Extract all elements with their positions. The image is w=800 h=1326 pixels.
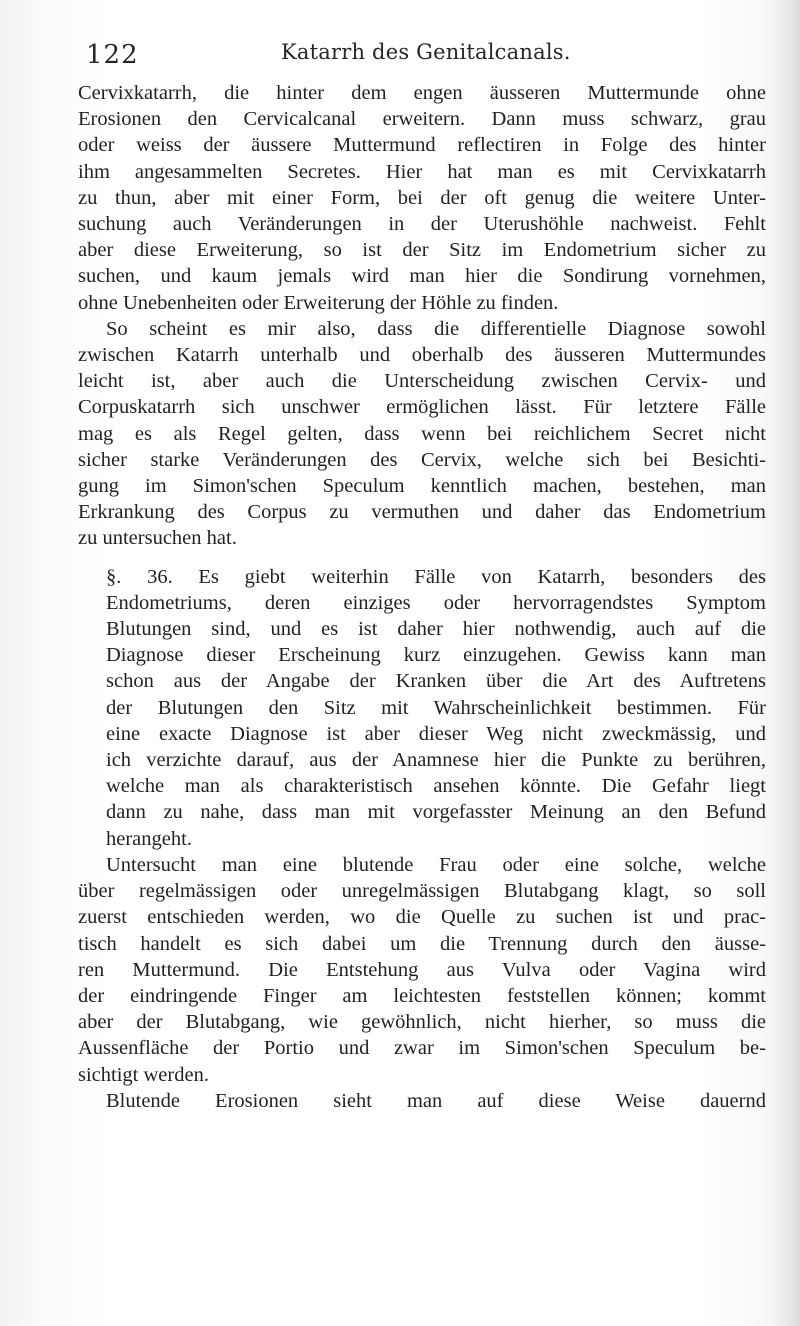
text-line: zuerst entschieden werden, wo die Quelle zu suchen ist und prac- [78, 906, 766, 929]
text-line: Cervixkatarrh, die hinter dem engen äusseren Muttermunde ohne [78, 82, 766, 104]
text-line: leicht ist, aber auch die Unterscheidung zwischen Cervix- und [78, 370, 766, 393]
text-line: zu thun, aber mit einer Form, bei der oft genug die weitere Unter- [78, 186, 766, 209]
text-line: zwischen Katarrh unterhalb und oberhalb des äusseren Muttermundes [78, 344, 766, 367]
text-line: tisch handelt es sich dabei um die Trennung durch den äusse- [78, 932, 766, 955]
text-line: Endometriums, deren einziges oder hervorragendstes Symptom [106, 591, 766, 614]
text-line: ren Muttermund. Die Entstehung aus Vulva oder Vagina wird [78, 958, 766, 981]
text-line: zu untersuchen hat. [78, 527, 237, 550]
page-number: 122 [86, 40, 139, 70]
text-line: über regelmässigen oder unregelmässigen Blutabgang klagt, so soll [78, 880, 766, 903]
text-line: Blutungen sind, und es ist daher hier nothwendig, auch auf die [106, 618, 766, 641]
text-line: Aussenfläche der Portio und zwar im Simon'schen Speculum be- [78, 1037, 766, 1060]
text-line: suchung auch Veränderungen in der Uterushöhle nachweist. Fehlt [78, 213, 766, 236]
text-line: So scheint es mir also, dass die differentielle Diagnose sowohl [106, 317, 766, 340]
text-line: welche man als charakteristisch ansehen könnte. Die Gefahr liegt [106, 775, 766, 798]
text-line: §. 36. Es giebt weiterhin Fälle von Katarrh, besonders des [106, 565, 766, 588]
text-line: Erkrankung des Corpus zu vermuthen und daher das Endometrium [78, 501, 766, 524]
text-line: suchen, und kaum jemals wird man hier die Sondirung vornehmen, [78, 265, 766, 288]
text-line: gung im Simon'schen Speculum kenntlich machen, bestehen, man [78, 475, 766, 498]
text-line: ohne Unebenheiten oder Erweiterung der Höhle zu finden. [78, 291, 559, 314]
text-line: oder weiss der äussere Muttermund reflectiren in Folge des hinter [78, 134, 766, 157]
text-line: Untersucht man eine blutende Frau oder eine solche, welche [106, 853, 766, 876]
text-line: Erosionen den Cervicalcanal erweitern. Dann muss schwarz, grau [78, 108, 766, 131]
paragraph-1 [78, 80, 766, 316]
body-text [78, 80, 766, 1114]
paragraph-5 [78, 1088, 766, 1114]
running-head: Katarrh des Genitalcanals. [281, 40, 571, 64]
text-line: schon aus der Angabe der Kranken über die Art des Auftretens [106, 670, 766, 693]
paragraph-2 [78, 316, 766, 552]
text-line: mag es als Regel gelten, dass wenn bei reichlichem Secret nicht [78, 422, 766, 445]
text-line: Diagnose dieser Erscheinung kurz einzugehen. Gewiss kann man [106, 644, 766, 667]
text-line: der Blutungen den Sitz mit Wahrscheinlichkeit bestimmen. Für [106, 696, 766, 719]
text-line: der eindringende Finger am leichtesten feststellen können; kommt [78, 984, 766, 1007]
text-line: dann zu nahe, dass man mit vorgefasster Meinung an den Befund [106, 801, 766, 824]
text-line: Blutende Erosionen sieht man auf diese Weise dauernd [106, 1089, 766, 1112]
text-line: ich verzichte darauf, aus der Anamnese hier die Punkte zu berühren, [106, 749, 766, 772]
paragraph-4 [78, 852, 766, 1088]
text-line: eine exacte Diagnose ist aber dieser Weg nicht zweckmässig, und [106, 722, 766, 745]
text-line: herangeht. [106, 827, 192, 850]
page-edge-shadow [772, 0, 800, 1326]
text-line: sichtigt werden. [78, 1063, 209, 1086]
text-line: aber der Blutabgang, wie gewöhnlich, nicht hierher, so muss die [78, 1011, 766, 1034]
paragraph-section-36 [78, 564, 766, 852]
text-line: aber diese Erweiterung, so ist der Sitz im Endometrium sicher zu [78, 239, 766, 262]
text-line: ihm angesammelten Secretes. Hier hat man es mit Cervixkatarrh [78, 160, 766, 183]
page-header [86, 38, 751, 72]
text-line: Corpuskatarrh sich unschwer ermöglichen lässt. Für letztere Fälle [78, 396, 766, 419]
text-line: sicher starke Veränderungen des Cervix, welche sich bei Besichti- [78, 448, 766, 471]
